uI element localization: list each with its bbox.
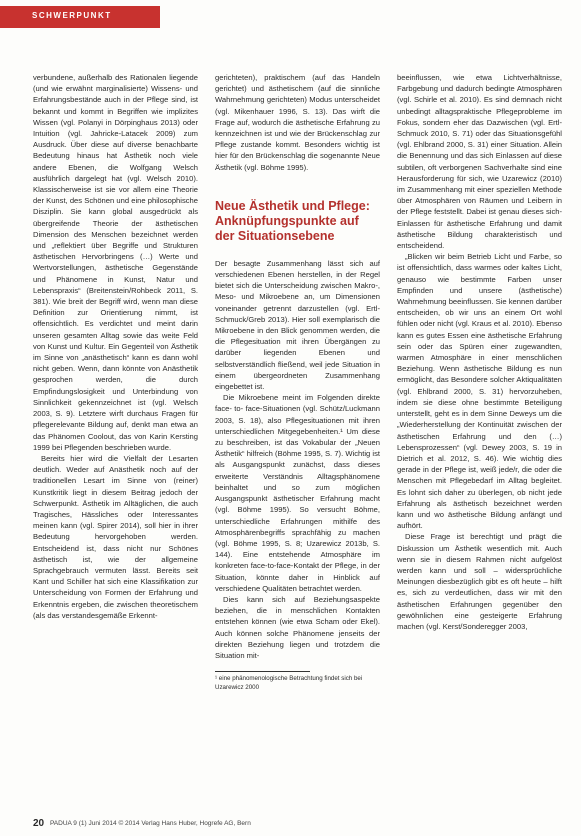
paragraph: Die Mikroebene meint im Folgenden direkte face- to- face-Situationen (vgl. Schütz/Luckmann 2003, S. 18), also Pflegesituationen mit ihren unterschiedlichen Mitgegebenheiten.¹ Um diese zu beschreiben, ist das Vokabular der „Neuen Ästhetik“ hilfreich (Böhme 1995, S. 7). Wichtig ist als Ausgangspunkt zunächst, dass dieses erweiterte Verständnis Alltagsphänomene beinhaltet und so zum möglichen Ausgangspunkt ästhetischer Erfahrung macht (vgl. Böhme 1995). So versucht Böhme, unterschiedliche Erfahrungen mithilfe des Atmosphärenbegriffs sprachfähig zu machen (vgl. Böhme 1995, S. 8; Uzarewicz 2013b, S. 144). Eine entstehende Atmosphäre im konkreten face-to-face-Kontakt der Pflege, in der Situation, könnte daher in Hinblick auf verschiedene Qualitäten betrachtet werden. bbox=[215, 393, 380, 593]
paragraph: Dies kann sich auf Beziehungsaspekte beziehen, die in menschlichen Kontakten entstehen können (wie etwa Scham oder Ekel). Auch können solche Phänomene jenseits der direkten Beziehung liegen und trotzdem die Situation mit- bbox=[215, 594, 380, 660]
section-heading: Neue Ästhetik und Pflege: Anknüpfungspunkte auf der Situationsebene bbox=[215, 198, 370, 243]
page-footer bbox=[33, 818, 251, 829]
paragraph: „Blicken wir beim Betrieb Licht und Farbe, so ist offensichtlich, dass warmes oder kaltes Licht, genauso wie bestimmte Farben unser Empfinden und unsere (ästhetische) Wahrnehmung beeinflussen. Sie kennen darüber entscheiden, ob wir uns an einem Ort wohl fühlen oder nicht (vgl. Kraus et al. 2010). Ebenso kann es gutes Essen eine ästhetische Erfahrung sein oder das Spüren einer zugewandten, warmen Atmosphäre in einer menschlichen Beziehung. Wenn ästhetische Bildung es nun ermöglicht, das Besondere solcher Aktiqualitäten (vgl. Ehlbrand 2000, S. 31) hervorzuheben, indem sie diese ohne bestimmte Beteiligung unterstellt, geht es in dem Sinne Deweys um die „Wiederherstellung der Kontinuität zwischen der ästhetischen Erfahrung und den (…) Lebensprozessen“ (vgl. Dewey 2003, S. 19 in Dietrich et al. 2012, S. 46). Wie wichtig dies gerade in der Pflege ist, weiß jede/r, die oder die Menschen mit Pflegebedarf im Alltag begleitet. Es lohnt sich daher zu überlegen, ob nicht jede Erfahrung als ästhetisch bezeichnet werden kann und wo ästhetische Bildung anfängt und aufhört. bbox=[397, 252, 562, 531]
section-header-bar bbox=[0, 6, 160, 28]
paragraph: Der besagte Zusammenhang lässt sich auf verschiedenen Ebenen herstellen, in der Regel bietet sich die Unterscheidung zwischen Makro-, Meso- und Mikroebene an, um Dimensionen voneinander getrennt darzustellen (vgl. Ertl-Schmuck/Greb 2013). Hier soll exemplarisch die Mikroebene in den Blick genommen werden, die die Pflegesituation mit ihren Übergängen zu darüber liegenden Ebenen und selbstverständlich fließend, weil jede Situation in einem übergeordneten Zusammenhang eingebettet ist. bbox=[215, 258, 380, 392]
section-label: SCHWERPUNKT bbox=[32, 11, 112, 20]
footnote-divider bbox=[215, 671, 310, 672]
paragraph: verbundene, außerhalb des Rationalen liegende (und wie erwähnt marginalisierte) Wissens- und Erfahrungsbestände auch in der Pflege sind, ist bekannt und kommt in Begriffen wie implizites Wissen (vgl. Polanyi in Dörpinghaus 2013) oder Intuition (vgl. Jahricke-Latacek 2009) zum Ausdruck. Über diese auf diverse benachbarte Bedeutung hinaus hat Ästhetik noch viele andere Ebenen, die Wolfgang Welsch ausführlich dargelegt hat (vgl. Welsch 2010). Klassischerweise ist sie vor allem eine Theorie der Kunst, des Schönen und eine philosophische Disziplin. Sie kann global ausgedrückt als übergreifende Theorie der ästhetischen Dimension des Menschen bezeichnet werden und „reflektiert über Begriffe und Strukturen ästhetischen Hervorbringens (…) Werte und Wertvorstellungen, ästhetische Gegenstände und Phänomene in Kunst, Natur und Lebenspraxis“ (Breitenstein/Rohbeck 2011, S. 381). Wie breit der Begriff wird, wenn man diese Definition zur Orientierung nimmt, ist offensichtlich. Es verdichtet und meint darin unseren gesamten Alltag sowie das weite Feld von Kunst und Kultur. Ein Gegenteil von Ästhetik im Sinne von „anästhetisch“ kann es dann wohl nicht geben. Wenn, dann könnte von Anästhetik gesprochen werden, die durch Empfindungslosigkeit und Unterbindung von Sinnlichkeit gekennzeichnet ist (vgl. Welsch 2003, S. 9). Letztere wirft durchaus Fragen für pflegerelevante Bildung auf, denkt man etwa an das Phänomen Coolout, das von Karin Kersting 1999 bei Pflegenden beschrieben wurde. bbox=[33, 73, 198, 452]
footnote: ¹ eine phänomenologische Betrachtung findet sich bei Uzarewicz 2000 bbox=[215, 675, 363, 691]
paragraph: gerichteten), praktischem (auf das Handeln gerichtet) und ästhetischem (auf die sinnliche Wahrnehmung gerichteten) Modus unterscheidet (vgl. Mikenhauer 1996, S. 13). Das wirft die Frage auf, wodurch die ästhetische Erfahrung zu kennzeichnen ist und wie der Brückenschlag zur Pflege zustande kommt. Besonders wichtig ist hier für den Brückenschlag die sogenannte Neue Ästhetik (vgl. Böhme 1995). bbox=[215, 73, 380, 172]
text-column-1 bbox=[33, 72, 198, 824]
text-column-2 bbox=[215, 72, 380, 824]
paragraph: Diese Frage ist berechtigt und prägt die Diskussion um Ästhetik wesentlich mit. Auch wenn sie in diesem Rahmen nicht aufgelöst werden kann und soll – widersprüchliche Meinungen diesbezüglich gibt es oft heute – hilft es, sich zu verdeutlichen, dass wir mit den ästhetischen Erfahrungen gegenüber den gewöhnlichen eine gesteigerte Erfahrung machen (vgl. Kerst/Sonderegger 2003, bbox=[397, 532, 562, 631]
text-column-3 bbox=[397, 72, 562, 824]
paragraph: beeinflussen, wie etwa Lichtverhältnisse, Farbgebung und dadurch bedingte Atmosphären (vgl. Schirle et al. 2010). Es sind demnach nicht unbedingt alltagspraktische Pflegeprobleme im Fokus, sondern eher das Dazwischen (vgl. Ertl-Schmuck 2010, S. 71) oder das Situationsgefühl (vgl. Ehlbrand 2000, S. 31) einer Situation. Allein die Benennung und das sich Einlassen auf diese subtilen, oft verborgenen Sachverhalte sind eine Herausforderung für sich, wie Uzarewicz (2010) im Zusammenhang mit einer speziellen Methode über Atmosphären von Räumen und Leibern in der Pflege feststellt. Dabei ist genau dieses sich-Einlassen für ästhetische Erfahrung und damit ästhetische Bildung charakteristisch und entscheidend. bbox=[397, 73, 562, 251]
footer-citation: PADUA 9 (1) Juni 2014 © 2014 Verlag Hans Huber, Hogrefe AG, Bern bbox=[49, 820, 251, 827]
paragraph: Bereits hier wird die Vielfalt der Lesarten deutlich. Weder auf Anästhetik noch auf der traditionellen Lesart im Sinne von (reiner) Kunstkritik liegt in diesem Beitrag jedoch der Schwerpunkt. Ästhetik im Alltäglichen, die auch Tragisches, Hässliches oder Interessantes meinen kann (vgl. Spirer 2014), soll hier in ihrer Bedeutung hervorgehoben werden. Entscheidend ist, dass nicht nur Schönes ästhetisch ist, wie der allgemeine Sprachgebrauch vermuten lässt. Bereits seit Kant und Schiller hat sich eine Klassifikation zur Unterscheidung von Formen der Erfahrung und Erkenntnis ergeben, die zwischen theoretischem (als das verstandesgemäße Erkennt- bbox=[33, 453, 198, 620]
page-number: 20 bbox=[33, 818, 45, 829]
